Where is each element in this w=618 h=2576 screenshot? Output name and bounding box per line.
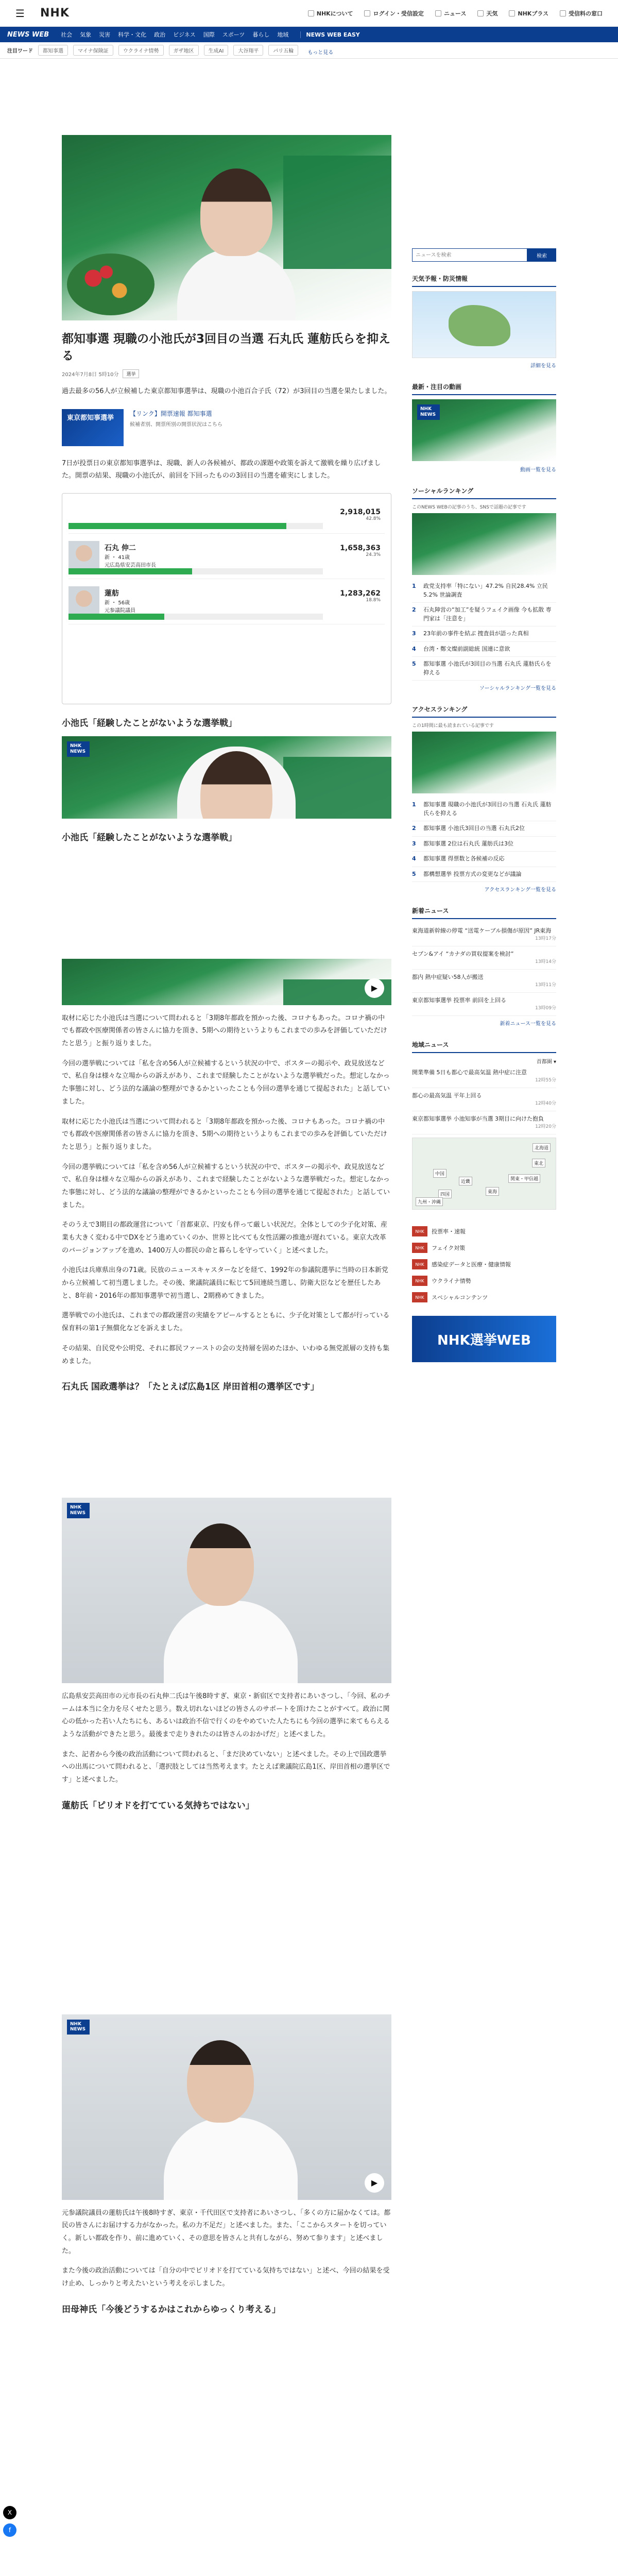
candidate-row [68, 534, 385, 579]
more-link[interactable]: 動画一覧を見る [520, 467, 556, 473]
nav-item[interactable]: スポーツ [222, 31, 245, 38]
weather-box [412, 274, 556, 369]
news-web-easy-link[interactable]: NEWS WEB EASY [300, 31, 359, 38]
trending-words [0, 42, 618, 59]
search-button[interactable]: 検索 [527, 248, 556, 262]
sidebar [412, 135, 556, 1376]
box-subtitle: この1時間に最も読まれている記事です [412, 723, 494, 728]
vote-bar [68, 614, 323, 620]
banner-image [283, 757, 391, 819]
nhk-news-badge: NHK NEWS [67, 1503, 90, 1518]
video-thumbnail[interactable] [62, 736, 391, 819]
ranking-item[interactable]: 3 都知事選 2位は石丸氏 蓮舫氏は3位 [412, 837, 556, 852]
ranking-item[interactable]: 4 都知事選 得票数と各候補の反応 [412, 852, 556, 867]
header-links [308, 9, 603, 18]
share-buttons [3, 2506, 16, 2537]
region-link[interactable]: 東北 [532, 1159, 545, 1167]
video-thumbnail[interactable] [62, 959, 391, 1005]
article [62, 135, 391, 2323]
banner-icon: NHK [412, 1243, 427, 1253]
paragraph: 今回の選挙戦については「私を含め56人が立候補するという状況の中で、ポスターの掲示や、政見放送などで、私自身は様々な立場からの訴えがあり、これまで経験したことがないような選挙戦だった。想定しなかった事態に対し、どう法的な議論の整理ができるかといったことも今回の選挙を通じて提起された」と話していました。 [62, 1059, 390, 1106]
person-image [177, 248, 296, 320]
trending-chip[interactable]: マイナ保険証 [73, 45, 113, 56]
paragraph: 取材に応じた小池氏は当選について問われると「3期8年都政を預かった後、コロナもあった。コロナ禍の中でも都政や医療関係者の皆さんに協力を頂き、5期への期待というよりもこれまでの歩みを評価していただけたと思う」と振り返りました。 [62, 1117, 387, 1151]
box-title: 地域ニュース [412, 1040, 556, 1053]
box-title: 新着ニュース [412, 906, 556, 919]
article-tag[interactable]: 選挙 [123, 369, 139, 378]
nhk-news-badge: NHK NEWS [417, 404, 440, 420]
search-input[interactable] [412, 248, 527, 262]
trending-label: 注目ワード [7, 48, 33, 54]
paragraph: そのうえで3期目の都政運営について「首都東京、円安も伴って厳しい状況だ。全体としての少子化対策、産業も大きく変わる中でDXをどう進めていくのか、世界と比べても女性活躍の推進が遅れている。東京大改革のバージョンアップを進め、1400万人の都民の命と暮らしを守っていく」と述べました。 [62, 1221, 388, 1255]
special-banners [412, 1223, 556, 1362]
nav-item[interactable]: 気象 [80, 31, 92, 38]
paragraph: 広島県安芸高田市の元市長の石丸伸二氏は午後8時すぎ、東京・新宿区で支持者にあいさつし、「今回、私のチームは本当に全力を尽くせたと思う。数え切れないほどの皆さんのサポートを頂けたことがすべて。政治に関心の低かった若い人たちにも、あるいは政治不信で行くのをやめていた人たちにも今回の選挙に来てもらえるような活動ができたと思う。最後まで走りきれたのは皆さんのおかげだ」と述べました。 [62, 1692, 391, 1739]
news-item[interactable]: セブン&アイ “カナダの買収提案を検討” 13時14分 [412, 946, 556, 970]
link-thumbnail: 東京都知事選挙 [62, 409, 124, 446]
box-title: アクセスランキング [412, 705, 556, 718]
nav-item[interactable]: 政治 [154, 31, 166, 38]
candidate-row [68, 498, 385, 534]
access-ranking [412, 705, 556, 893]
candidate-votes: 1,283,262 18.8% [340, 589, 381, 603]
header-link[interactable]: NHKについて [308, 9, 353, 18]
box-title: 天気予報・防災情報 [412, 274, 556, 287]
latest-video-box [412, 382, 556, 473]
box-subtitle: このNEWS WEBの記事のうち、SNSで話題の記事です [412, 505, 526, 510]
top-bar [0, 0, 618, 27]
candidate-row [68, 579, 385, 624]
link-title[interactable]: 【リンク】開票速報 都知事選 [130, 410, 212, 417]
region-link[interactable]: 東海 [486, 1187, 499, 1196]
trending-chip[interactable]: 大谷翔平 [233, 45, 263, 56]
person-image [187, 2040, 254, 2123]
play-icon[interactable]: ▶ [365, 2173, 384, 2193]
social-ranking [412, 486, 556, 691]
more-link[interactable]: アクセスランキング一覧を見る [484, 887, 556, 893]
paragraph: 今回の選挙戦については「私を含め56人が立候補するという状況の中で、ポスターの掲示や、政見放送などで、私自身は様々な立場からの訴えがあり、これまで経験したことがないような選挙戦だった。想定しなかった事態に対し、どう法的な議論の整理ができるかといったことも今回の選挙を通じて提起された」と話していました。 [62, 1163, 390, 1209]
nav-item[interactable]: 国際 [203, 31, 215, 38]
plus-icon [509, 10, 515, 16]
fee-icon [560, 10, 566, 16]
video-thumbnail[interactable] [62, 2014, 391, 2200]
hero-image [62, 135, 391, 320]
candidate-name: 蓮舫 [105, 589, 119, 598]
ranking-item[interactable]: 2 都知事選 小池氏3回目の当選 石丸氏2位 [412, 821, 556, 837]
article-lead: 過去最多の56人が立候補した東京都知事選挙は、現職の小池百合子氏（72）が3回目の当選を果たしました。 [62, 387, 391, 395]
weather-map[interactable] [412, 291, 556, 358]
flowers-image [67, 253, 154, 315]
banner-link[interactable]: NHK ウクライナ情勢 [412, 1273, 556, 1289]
section-heading: 石丸氏 国政選挙は？「たとえば広島1区 岸田首相の選挙区です」 [62, 1382, 319, 1393]
ranking-item[interactable]: 1 政党支持率「特にない」47.2% 自民28.4% 立民5.2% 世論調査 [412, 579, 556, 603]
x-share-icon[interactable]: X [3, 2506, 16, 2519]
section-heading: 小池氏「経験したことがないような選挙戦」 [62, 832, 237, 843]
nhk-news-badge: NHK NEWS [67, 741, 90, 757]
nav-item[interactable]: 災害 [99, 31, 111, 38]
news-item[interactable]: 都心の最高気温 平年上回る 12時40分 [412, 1088, 556, 1111]
local-news [412, 1040, 556, 1210]
candidate-name: 石丸 伸二 [105, 544, 136, 553]
header-link[interactable]: ログイン・受信設定 [364, 9, 423, 18]
facebook-share-icon[interactable]: f [3, 2523, 16, 2537]
region-link[interactable]: 四国 [438, 1190, 452, 1198]
login-icon [364, 10, 370, 16]
candidate-party: 元参議院議員 [105, 608, 135, 614]
banner-icon: NHK [412, 1226, 427, 1236]
trending-chip[interactable]: 都知事選 [38, 45, 68, 56]
search-form [412, 248, 556, 262]
news-item[interactable]: 都内 熱中症疑い58人が搬送 13時11分 [412, 970, 556, 993]
main-nav [0, 27, 618, 42]
header-link[interactable]: NHKプラス [509, 9, 548, 18]
candidate-info [105, 543, 156, 569]
header-link[interactable]: 受信料の窓口 [560, 9, 603, 18]
nav-item[interactable]: 社会 [61, 31, 73, 38]
banner-link[interactable]: NHK フェイク対策 [412, 1240, 556, 1256]
paragraph: 元参議院議員の蓮舫氏は午後8時すぎ、東京・千代田区で支持者にあいさつし、「多くの方に届かなくては。都民の皆さんにお届けする力がなかった。私の力不足だ」と述べました。また、「ここからスタートを切っていく。新しい都政を作り、前に進めていく、その意思を皆さんと共有しながら、努めて参ります」と述べました。 [62, 2209, 391, 2255]
news-item[interactable]: 東海道新幹線の停電 “送電ケーブル損傷が原因” JR東海 13時17分 [412, 923, 556, 946]
info-icon [308, 10, 314, 16]
news-icon [435, 10, 441, 16]
banner-icon: NHK [412, 1259, 427, 1269]
region-map [412, 1138, 556, 1210]
video-thumbnail[interactable] [412, 399, 556, 461]
candidate-sub: 新 ・ 56歳 [105, 600, 130, 606]
news-item[interactable]: 東京都知事選挙 小池知事が当選 3期目に向けた抱負 12時20分 [412, 1111, 556, 1134]
person-image [164, 2117, 298, 2200]
section-heading: 蓮舫氏「ピリオドを打てている気持ちではない」 [62, 1800, 254, 1811]
header-link[interactable]: 天気 [477, 9, 497, 18]
ranking-item[interactable]: 2 石丸陣営の“加工”を疑うフェイク画像 今も拡散 専門家は「注意を」 [412, 603, 556, 626]
region-link[interactable]: 近畿 [459, 1177, 472, 1185]
person-image [164, 1601, 298, 1683]
header-link[interactable]: ニュース [435, 9, 466, 18]
box-title: 最新・注目の動画 [412, 382, 556, 395]
weather-icon [477, 10, 484, 16]
region-select[interactable]: 首都圏 ▾ [536, 1059, 556, 1065]
region-link[interactable]: 中国 [433, 1169, 447, 1178]
candidate-photo [68, 586, 99, 617]
ranking-item[interactable]: 4 台湾・鄭文燦前副総統 国連に意欲 [412, 642, 556, 657]
ranking-item[interactable]: 5 都構想選挙 投票方式の変更などが議論 [412, 867, 556, 883]
banner-icon: NHK [412, 1292, 427, 1302]
candidate-votes: 1,658,363 24.3% [340, 544, 381, 558]
section-heading: 小池氏「経験したことがないような選挙戦」 [62, 718, 237, 729]
link-subtitle: 候補者別、開票所別の開票状況はこちら [130, 421, 222, 428]
person-image [200, 168, 272, 256]
paragraph: 7日が投票日の東京都知事選挙は、現職、新人の各候補が、都政の課題や政策を訴えて激戦を繰り広げました。開票の結果、現職の小池氏が、前回を下回ったものの3回目の当選を確実にしました。 [62, 459, 381, 480]
candidate-party: 元広島県安芸高田市長 [105, 563, 156, 569]
ranking-item[interactable]: 3 23年前の事件を結ぶ 捜査員が語った真相 [412, 626, 556, 642]
paragraph: 小池氏は兵庫県出身の71歳。民放のニュースキャスターなどを経て、1992年の参議院選挙に当時の日本新党から立候補して初当選しました。その後、衆議院議員に転じて5回連続当選し、防衛大臣などを歴任したあと、8年前・2016年の都知事選挙で初当選し、2期務めてきました。 [62, 1266, 388, 1300]
new-news [412, 906, 556, 1027]
more-link[interactable]: 詳細を見る [530, 363, 556, 369]
paragraph: また、記者から今後の政治活動について問われると、「まだ決めていない」と述べました。その上で国政選挙への出馬について問われると、「選択肢としては当然考えます。たとえば衆議院広島1区、岸田首相の選挙区です」と述べました。 [62, 1750, 390, 1784]
trending-chip[interactable]: ガザ地区 [169, 45, 199, 56]
article-date: 2024年7月8日 5時10分 [62, 371, 119, 378]
region-link[interactable]: 北海道 [533, 1143, 551, 1152]
trending-chip[interactable]: 生成AI [204, 45, 229, 56]
person-image [187, 1523, 254, 1606]
menu-icon[interactable]: ☰ [15, 7, 25, 20]
news-item[interactable]: 開業準備 5日も都心で最高気温 熱中症に注意 12時55分 [412, 1065, 556, 1088]
trending-chip[interactable]: ウクライナ情勢 [118, 45, 164, 56]
news-item[interactable]: 東京都知事選挙 投票率 前回を上回る 13時09分 [412, 993, 556, 1016]
vote-bar [68, 568, 323, 574]
region-link[interactable]: 関東・甲信越 [508, 1174, 540, 1183]
banner-link[interactable]: NHK 投票率・速報 [412, 1223, 556, 1240]
embed-placeholder [62, 1819, 391, 2014]
banner-link[interactable]: NHK 感染症データと医療・健康情報 [412, 1256, 556, 1273]
trending-more-link[interactable]: もっと見る [307, 50, 334, 56]
region-link[interactable]: 九州・沖縄 [416, 1197, 443, 1206]
paragraph: 選挙戦での小池氏は、これまでの都政運営の実績をアピールするとともに、少子化対策として都が行っている保育料の第1子無償化などを訴えました。 [62, 1312, 390, 1333]
news-web-logo[interactable]: NEWS WEB [7, 30, 49, 39]
nav-item[interactable]: ビジネス [173, 31, 196, 38]
paragraph: また今後の政治活動については「自分の中でピリオドを打てている気持ちではない」と述べ、今回の結果を受け止め、しっかりと考えたいという考えを示しました。 [62, 2267, 390, 2288]
embed-placeholder [62, 851, 391, 959]
banner-link[interactable]: NHK スペシャルコンテンツ [412, 1289, 556, 1306]
nhk-news-badge: NHK NEWS [67, 2020, 90, 2035]
ranking-thumbnail[interactable] [412, 732, 556, 793]
ranking-item[interactable]: 1 都知事選 現職の小池氏が3回目の当選 石丸氏 蓮舫氏らを抑える [412, 798, 556, 821]
nav-item[interactable]: 科学・文化 [118, 31, 147, 38]
section-heading: 田母神氏「今後どうするかはこれからゆっくり考える」 [62, 2304, 281, 2315]
ranking-thumbnail[interactable] [412, 513, 556, 575]
article-title: 都知事選 現職の小池氏が3回目の当選 石丸氏 蓮舫氏らを抑える [62, 332, 391, 363]
related-link[interactable] [62, 407, 391, 448]
article-meta [62, 369, 391, 378]
election-results [62, 493, 391, 704]
candidate-votes: 2,918,015 42.8% [340, 508, 381, 522]
ranking-item[interactable]: 5 都知事選 小池氏が3回目の当選 石丸氏 蓮舫氏らを抑える [412, 657, 556, 681]
candidate-photo [68, 541, 99, 572]
nav-item[interactable]: 暮らし [252, 31, 270, 38]
election-web-banner[interactable]: NHK選挙WEB [412, 1316, 556, 1362]
candidate-sub: 新 ・ 41歳 [105, 555, 130, 561]
play-icon[interactable]: ▶ [365, 978, 384, 998]
nhk-logo[interactable]: NHK [40, 7, 70, 20]
more-link[interactable]: 新着ニュース一覧を見る [500, 1021, 556, 1027]
video-thumbnail[interactable] [62, 1498, 391, 1683]
paragraph: その結果、自民党や公明党、それに都民ファーストの会の支持層を固めたほか、いわゆる無党派層の支持も集めました。 [62, 1344, 390, 1365]
banner-image [283, 156, 391, 269]
candidate-info [105, 588, 135, 615]
banner-icon: NHK [412, 1276, 427, 1286]
vote-bar [68, 523, 323, 529]
embed-placeholder [62, 1400, 391, 1498]
trending-chip[interactable]: パリ五輪 [268, 45, 298, 56]
nav-item[interactable]: 地域 [277, 31, 289, 38]
box-title: ソーシャルランキング [412, 486, 556, 499]
paragraph: 取材に応じた小池氏は当選について問われると「3期8年都政を預かった後、コロナもあった。コロナ禍の中でも都政や医療関係者の皆さんに協力を頂き、5期への期待というよりもこれまでの歩みを評価していただけたと思う」と振り返りました。 [62, 1014, 387, 1048]
more-link[interactable]: ソーシャルランキング一覧を見る [479, 686, 556, 691]
